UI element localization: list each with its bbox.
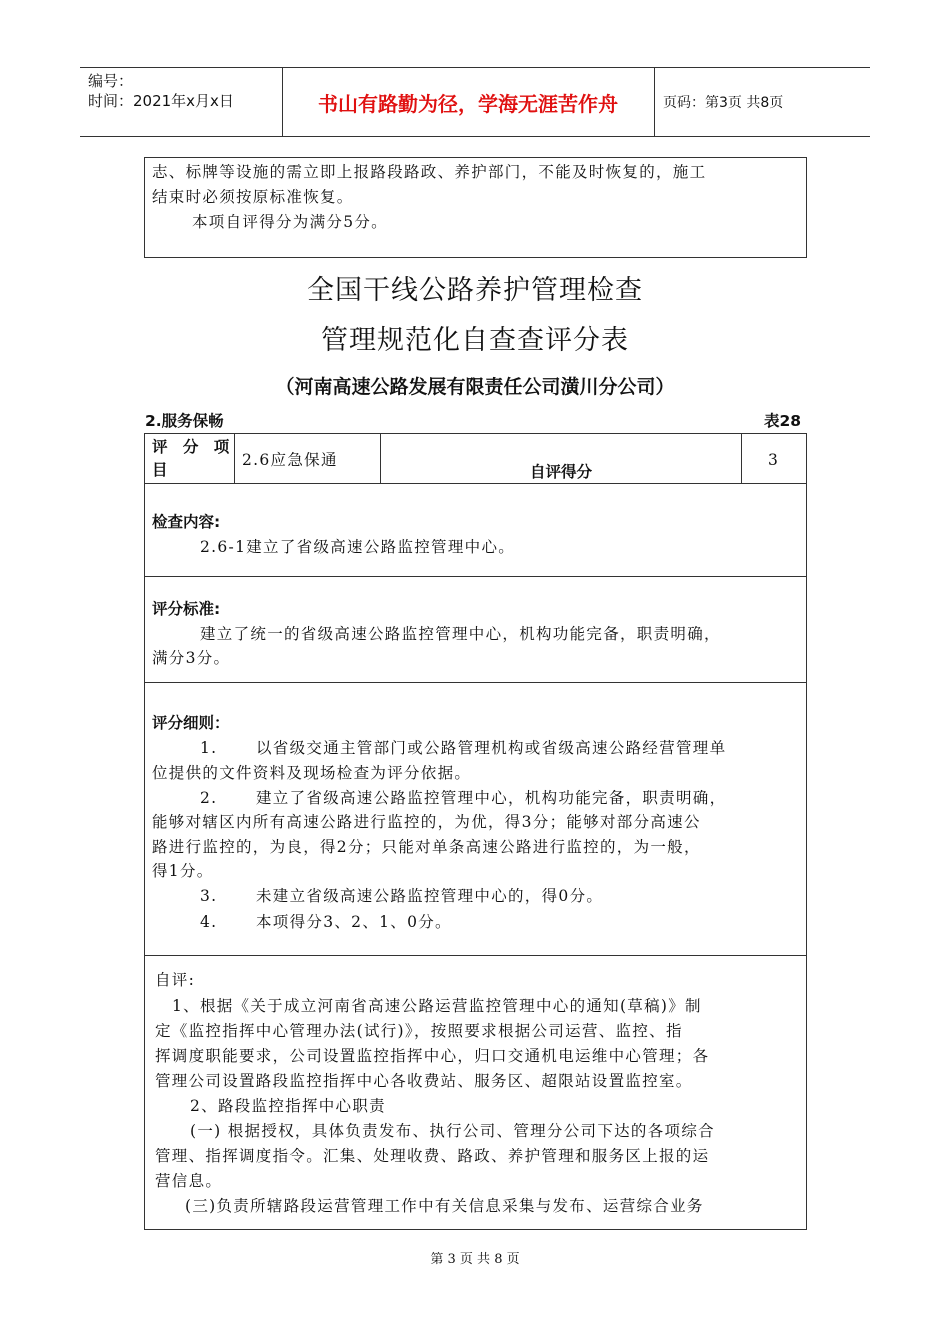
self-eval-line: (三)负责所辖路段运营管理工作中有关信息采集与发布、运营综合业务	[185, 1197, 704, 1215]
col-divider	[741, 433, 742, 483]
continuation-line: 结束时必须按原标准恢复。	[152, 188, 354, 206]
item-label: 目	[152, 461, 169, 479]
detail-number: 3.	[200, 887, 218, 905]
detail-line: 路进行监控的，为良，得2分；只能对单条高速公路进行监控的，为一般，	[152, 838, 701, 856]
self-eval-line: 2、路段监控指挥中心职责	[190, 1097, 386, 1115]
criteria-line: 满分3分。	[152, 649, 231, 667]
continuation-line: 本项自评得分为满分5分。	[192, 213, 388, 231]
self-eval-line: 挥调度职能要求，公司设置监控指挥中心，归口交通机电运维中心管理；各	[155, 1047, 710, 1065]
detail-number: 4.	[200, 913, 218, 931]
detail-line: 以省级交通主管部门或公路管理机构或省级高速公路经营管理单	[256, 739, 727, 757]
detail-line: 得1分。	[152, 862, 214, 880]
table-section-label: 2.服务保畅	[145, 412, 224, 430]
self-eval-line: 管理、指挥调度指令。汇集、处理收费、路政、养护管理和服务区上报的运	[155, 1147, 710, 1165]
detail-line: 能够对辖区内所有高速公路进行监控的，为优，得3分；能够对部分高速公	[152, 813, 701, 831]
header-motto: 书山有路勤为径，学海无涯苦作舟	[318, 91, 618, 116]
check-content-line: 2.6-1建立了省级高速公路监控管理中心。	[200, 538, 516, 556]
item-label: 评 分 项	[152, 438, 235, 456]
detail-number: 2.	[200, 789, 218, 807]
self-score-value: 3	[768, 451, 780, 469]
detail-line: 本项得分3、2、1、0分。	[256, 913, 452, 931]
row-divider	[144, 682, 807, 683]
self-eval-heading: 自评:	[155, 971, 196, 989]
criteria-line: 建立了统一的省级高速公路监控管理中心，机构功能完备，职责明确，	[200, 625, 721, 643]
row-divider	[144, 955, 807, 956]
table-number: 表28	[764, 412, 802, 430]
document-number-label: 编号：	[88, 72, 134, 90]
detail-number: 1.	[200, 739, 218, 757]
details-heading: 评分细则：	[152, 714, 230, 732]
company-name: （河南高速公路发展有限责任公司潢川分公司）	[275, 376, 675, 398]
self-eval-line: 管理公司设置路段监控指挥中心各收费站、服务区、超限站设置监控室。	[155, 1072, 693, 1090]
self-eval-line: 定《监控指挥中心管理办法(试行)》，按照要求根据公司运营、监控、指	[155, 1022, 683, 1040]
row-divider	[144, 576, 807, 577]
self-eval-line: 1、根据《关于成立河南省高速公路运营监控管理中心的通知(草稿)》制	[172, 997, 702, 1015]
col-divider	[380, 433, 381, 483]
header-page-info: 页码：第3页 共8页	[663, 95, 784, 111]
detail-line: 未建立省级高速公路监控管理中心的，得0分。	[256, 887, 604, 905]
row-divider	[144, 483, 807, 484]
item-value: 2.6应急保通	[242, 451, 338, 469]
page-title: 全国干线公路养护管理检查	[307, 275, 643, 306]
self-eval-line: (一) 根据授权，具体负责发布、执行公司、管理分公司下达的各项综合	[190, 1122, 715, 1140]
criteria-heading: 评分标准:	[152, 600, 221, 618]
self-score-label: 自评得分	[530, 463, 593, 481]
page-subtitle: 管理规范化自查查评分表	[321, 325, 629, 356]
page-header	[80, 67, 870, 137]
continuation-line: 志、标牌等设施的需立即上报路段路政、养护部门，不能及时恢复的，施工	[152, 163, 707, 181]
detail-line: 位提供的文件资料及现场检查为评分依据。	[152, 764, 472, 782]
page-footer: 第 3 页 共 8 页	[430, 1252, 520, 1267]
header-meta	[88, 71, 234, 111]
check-content-heading: 检查内容:	[152, 513, 221, 531]
document-date: 时间：2021年x月x日	[88, 92, 234, 110]
header-divider	[654, 68, 655, 136]
self-eval-line: 营信息。	[155, 1172, 223, 1190]
detail-line: 建立了省级高速公路监控管理中心，机构功能完备，职责明确，	[256, 789, 727, 807]
